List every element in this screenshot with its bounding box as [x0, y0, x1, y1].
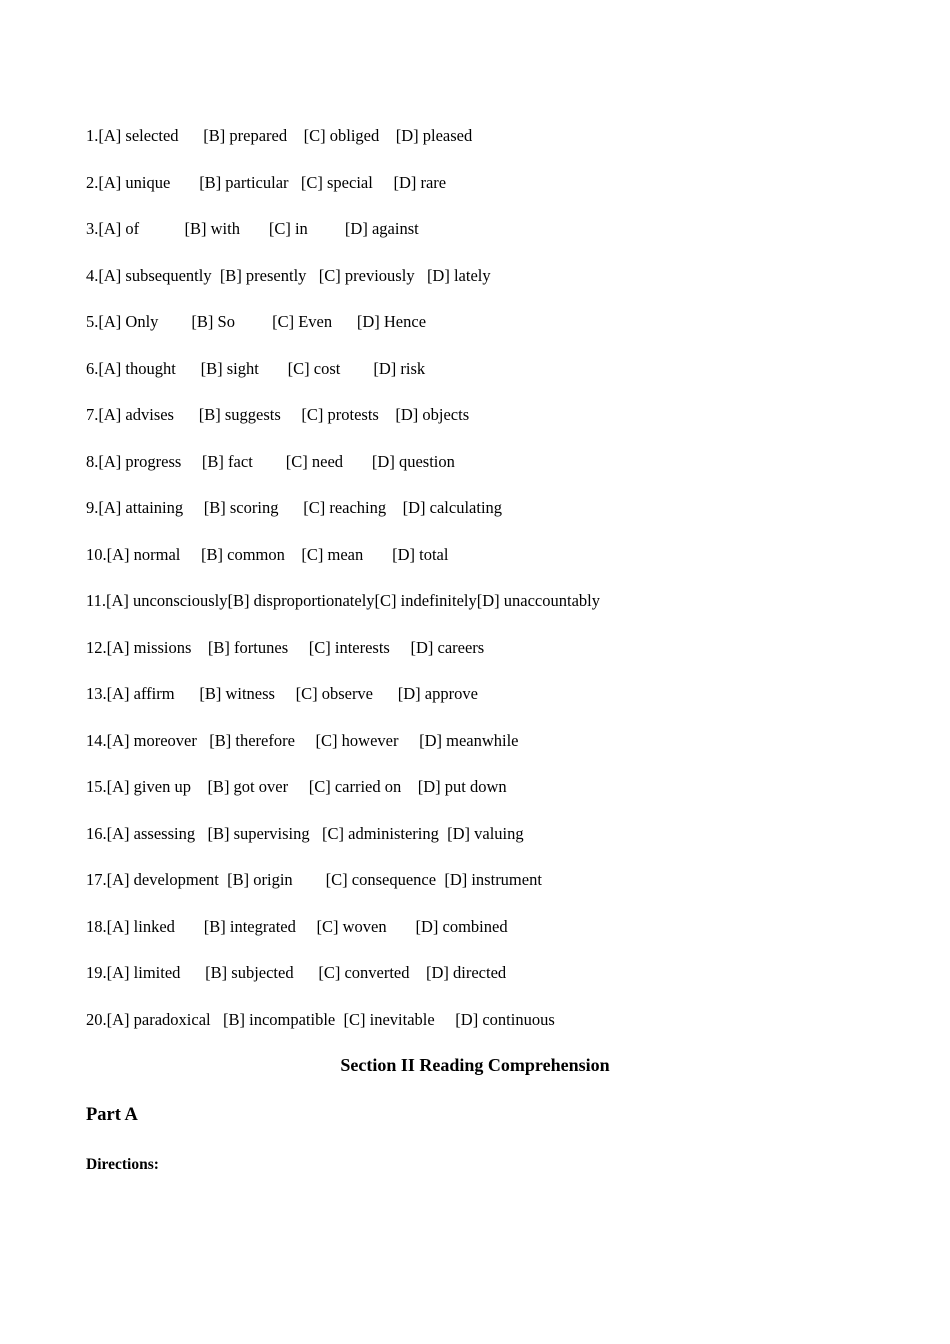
question-5-options: 5.[A] Only [B] So [C] Even [D] Hence	[86, 312, 427, 331]
question-13-options: 13.[A] affirm [B] witness [C] observe [D] approve	[86, 684, 478, 703]
directions-label: Directions:	[86, 1156, 159, 1173]
question-2-options: 2.[A] unique [B] particular [C] special [D] rare	[86, 172, 447, 192]
part-heading: Part A	[86, 1105, 138, 1125]
question-1-options: 1.[A] selected [B] prepared [C] obliged [D] pleased	[86, 126, 473, 145]
question-19-options: 19.[A] limited [B] subjected [C] converted [D] directed	[86, 963, 507, 982]
section-heading: Section II Reading Comprehension	[340, 1055, 610, 1075]
question-10-options: 10.[A] normal [B] common [C] mean [D] total	[86, 544, 449, 564]
question-6-options: 6.[A] thought [B] sight [C] cost [D] risk	[86, 358, 426, 378]
question-options-list	[86, 124, 886, 1054]
question-15-options: 15.[A] given up [B] got over [C] carried on [D] put down	[86, 777, 507, 796]
question-20-options: 20.[A] paradoxical [B] incompatible [C] inevitable [D] continuous	[86, 1009, 555, 1029]
question-17-options: 17.[A] development [B] origin [C] consequence [D] instrument	[86, 870, 542, 889]
question-12-options: 12.[A] missions [B] fortunes [C] interests [D] careers	[86, 637, 485, 657]
question-18-options: 18.[A] linked [B] integrated [C] woven [D] combined	[86, 916, 508, 936]
question-7-options: 7.[A] advises [B] suggests [C] protests [D] objects	[86, 405, 470, 424]
question-14-options: 14.[A] moreover [B] therefore [C] however [D] meanwhile	[86, 730, 519, 750]
question-3-options: 3.[A] of [B] with [C] in [D] against	[86, 219, 419, 238]
question-9-options: 9.[A] attaining [B] scoring [C] reaching [D] calculating	[86, 498, 503, 517]
question-16-options: 16.[A] assessing [B] supervising [C] administering [D] valuing	[86, 823, 524, 843]
question-4-options: 4.[A] subsequently [B] presently [C] previously [D] lately	[86, 265, 491, 285]
question-8-options: 8.[A] progress [B] fact [C] need [D] question	[86, 451, 455, 471]
question-11-options: 11.[A] unconsciously[B] disproportionately[C] indefinitely[D] unaccountably	[86, 591, 600, 610]
